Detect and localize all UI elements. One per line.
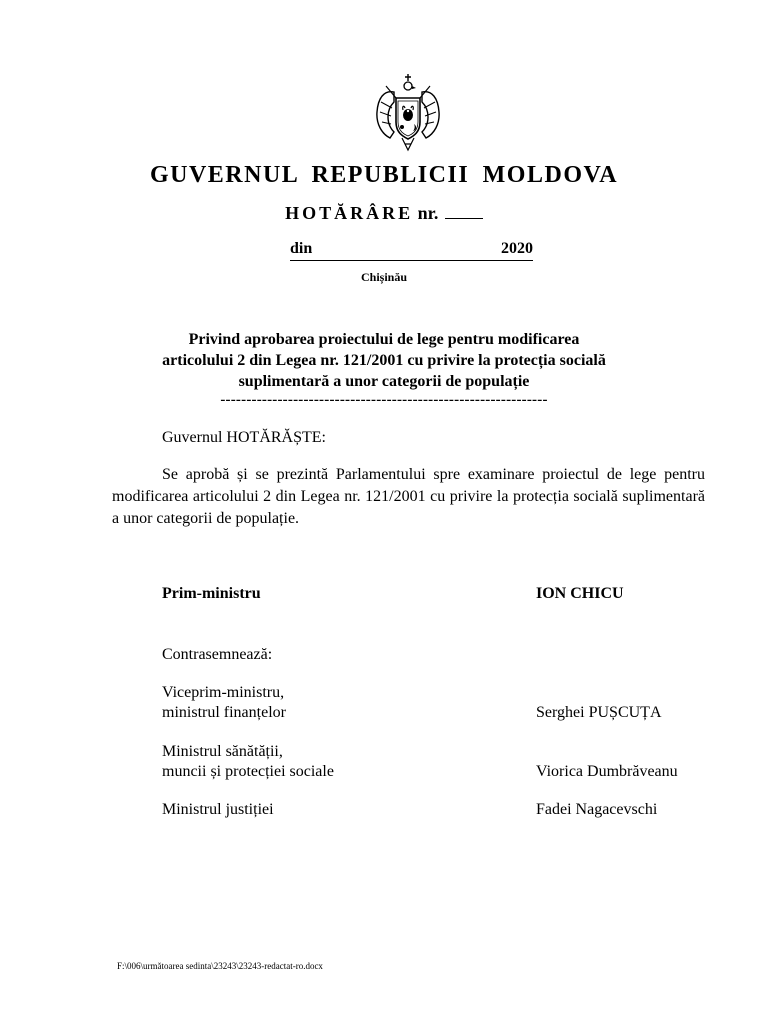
finance-minister-name: Serghei PUȘCUȚA — [536, 704, 662, 721]
subject-line: Privind aprobarea proiectului de lege pentru modificarea — [188, 331, 580, 348]
decision-number-blank — [445, 204, 483, 219]
decision-paragraph: Se aprobă și se prezintă Parlamentului spre examinare proiectul de lege pentru modificarea articolului 2 din Legea nr. 121/2001 cu privire la protecția socială suplimentară a unor categorii de populație. — [112, 466, 705, 527]
finance-minister-title-line2: ministrul finanțelor — [162, 704, 286, 721]
justice-minister-title: Ministrul justiției — [162, 801, 274, 818]
subject-line: suplimentară a unor categorii de populație — [238, 373, 530, 390]
health-minister-title-line1: Ministrul sănătății, — [162, 743, 283, 760]
countersign-label: Contrasemnează: — [162, 646, 273, 663]
justice-minister-name: Fadei Nagacevschi — [536, 801, 658, 818]
subject-line: articolului 2 din Legea nr. 121/2001 cu privire la protecția socială — [162, 352, 606, 369]
decision-subject — [0, 329, 768, 392]
date-prefix: din — [290, 240, 313, 257]
decision-number-label: nr. — [417, 203, 439, 223]
prime-minister-name: ION CHICU — [536, 585, 624, 602]
finance-minister-title-line1: Viceprim-ministru, — [162, 684, 285, 701]
separator-line: --------------------------------------------------------------- — [220, 392, 548, 408]
coat-of-arms-icon — [372, 72, 444, 154]
decision-heading — [0, 203, 768, 224]
health-minister-name: Viorica Dumbrăveanu — [536, 763, 678, 780]
health-minister-title-line2: muncii și protecției sociale — [162, 763, 334, 780]
city: Chișinău — [360, 270, 408, 284]
decides-heading: Guvernul HOTĂRĂȘTE: — [162, 429, 326, 446]
prime-minister-title: Prim-ministru — [162, 585, 261, 602]
decision-date-line — [290, 240, 533, 261]
file-path-footer: F:\006\următoarea sedinta\23243\23243-redactat-ro.docx — [117, 961, 323, 971]
decision-label: HOTĂRÂRE — [285, 203, 414, 223]
government-title: GUVERNUL REPUBLICII MOLDOVA — [149, 162, 619, 188]
date-year: 2020 — [501, 240, 533, 257]
